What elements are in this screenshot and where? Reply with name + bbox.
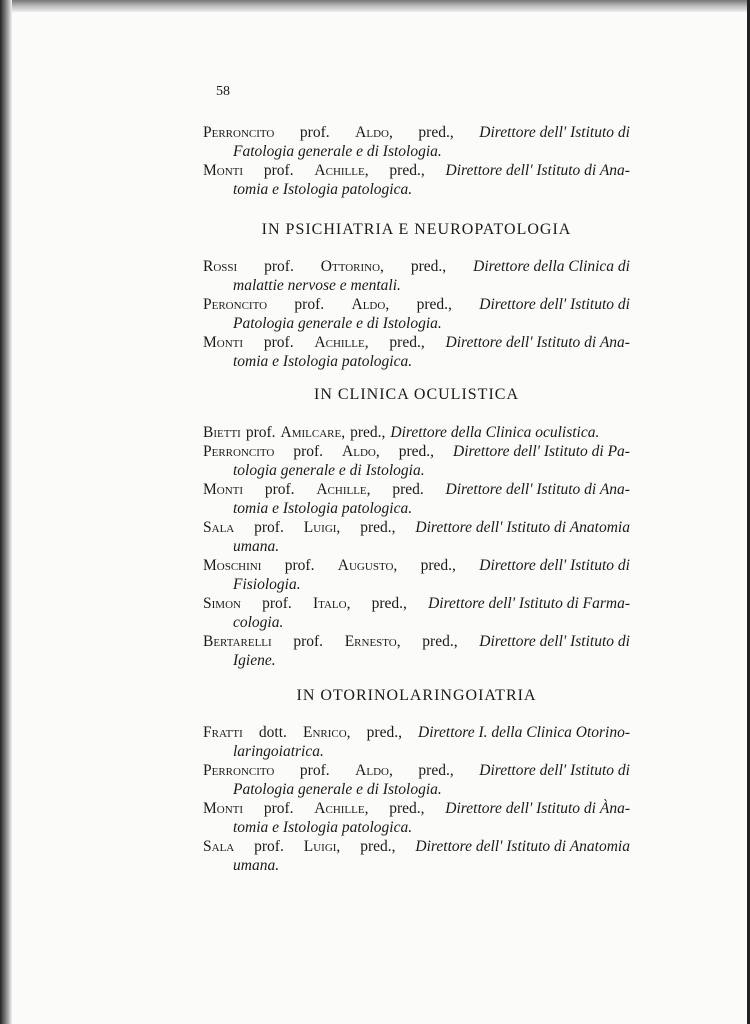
description-line: Direttore I. della Clinica Otorino- (418, 724, 630, 741)
list-item (203, 161, 630, 199)
description-continuation: umana. (233, 857, 280, 874)
surname: Monti (203, 800, 244, 817)
pred: pred., (418, 762, 454, 779)
description-line: Direttore della Clinica di (473, 258, 630, 275)
surname: Bietti (203, 424, 241, 441)
title: prof. (263, 162, 294, 179)
entry-list (203, 257, 630, 371)
surname: Simon (203, 595, 241, 612)
list-item (203, 333, 630, 371)
list-item (203, 556, 630, 594)
list-item (203, 632, 630, 670)
given-name: Achille, (316, 481, 371, 498)
list-item (203, 123, 630, 161)
section-heading: IN PSICHIATRIA E NEUROPATOLOGIA (261, 221, 572, 238)
pred: pred., (418, 124, 454, 141)
title: prof. (293, 443, 324, 460)
section-heading: IN OTORINOLARINGOIATRIA (296, 687, 537, 704)
description-continuation: Patologia generale e di Istologia. (233, 781, 442, 798)
description-line: Direttore dell' Istituto di Pa- (453, 443, 630, 460)
description-continuation: Patologia generale e di Istologia. (233, 315, 442, 332)
title: prof. (264, 258, 294, 275)
title: prof. (245, 424, 276, 441)
pred: pred., (350, 424, 386, 441)
pred: pred., (389, 162, 425, 179)
description-line: Direttore dell' Istituto di Farma- (428, 595, 630, 612)
scan-binding-edge (0, 0, 12, 1024)
list-item (203, 423, 630, 442)
list-item (203, 480, 630, 518)
surname: Fratti (203, 724, 243, 741)
title: prof. (254, 519, 284, 536)
given-name: Enrico, (302, 724, 351, 741)
title: prof. (299, 124, 330, 141)
pred: pred. (392, 481, 424, 498)
given-name: Luigi, (303, 519, 341, 536)
title: prof. (284, 557, 315, 574)
surname: Monti (203, 334, 244, 351)
surname: Rossi (203, 258, 238, 275)
pred: pred., (422, 633, 458, 650)
surname: Sala (203, 838, 235, 855)
list-item (203, 594, 630, 632)
description-line: Direttore dell' Istituto di (479, 557, 630, 574)
title: prof. (262, 595, 292, 612)
pred: pred., (366, 724, 402, 741)
title: dott. (258, 724, 287, 741)
given-name: Ottorino, (320, 258, 384, 275)
given-name: Amilcare, (280, 424, 346, 441)
list-item (203, 518, 630, 556)
scan-top-edge (0, 0, 750, 12)
pred: pred., (416, 296, 452, 313)
title: prof. (294, 296, 325, 313)
description-line: Direttore dell' Istituto di Anatomia (415, 838, 630, 855)
given-name: Achille, (314, 162, 369, 179)
pred: pred., (420, 557, 456, 574)
description-line: Direttore dell' Istituto di (479, 633, 630, 650)
description-line: Direttore della Clinica oculistica. (390, 424, 600, 441)
list-item (203, 442, 630, 480)
title: prof. (293, 633, 324, 650)
list-item (203, 799, 630, 837)
description-line: Direttore dell' Istituto di Ana- (445, 334, 630, 351)
description-line: Direttore dell' Istituto di Ana- (445, 481, 630, 498)
title: prof. (264, 481, 295, 498)
given-name: Aldo, (355, 762, 393, 779)
entry-list (203, 123, 630, 199)
pred: pred., (398, 443, 435, 460)
description-line: Direttore dell' Istituto di (479, 124, 630, 141)
entry-list (203, 423, 630, 670)
description-continuation: tomia e Istologia patologica. (233, 500, 413, 517)
surname: Monti (203, 162, 244, 179)
description-continuation: tomia e Istologia patologica. (233, 181, 413, 198)
pred: pred., (360, 838, 396, 855)
given-name: Aldo, (342, 443, 380, 460)
description-continuation: cologia. (233, 614, 284, 631)
section-heading: IN CLINICA OCULISTICA (314, 386, 519, 403)
given-name: Italo, (312, 595, 351, 612)
title: prof. (254, 838, 284, 855)
pred: pred., (389, 800, 425, 817)
list-item (203, 295, 630, 333)
surname: Perroncito (203, 443, 275, 460)
list-item (203, 723, 630, 761)
description-line: Direttore dell' Istituto di Anatomia (415, 519, 630, 536)
pred: pred., (389, 334, 425, 351)
list-item (203, 257, 630, 295)
given-name: Luigi, (303, 838, 341, 855)
description-continuation: tomia e Istologia patologica. (233, 819, 413, 836)
description-line: Direttore dell' Istituto di (479, 296, 630, 313)
pred: pred., (360, 519, 396, 536)
title: prof. (263, 800, 294, 817)
description-continuation: laringoiatrica. (233, 743, 324, 760)
description-continuation: malattie nervose e mentali. (233, 277, 401, 294)
surname: Monti (203, 481, 244, 498)
surname: Peroncito (203, 296, 268, 313)
description-line: Direttore dell' Istituto di Ana- (445, 162, 630, 179)
given-name: Achille, (314, 800, 369, 817)
given-name: Augusto, (337, 557, 398, 574)
surname: Perroncito (203, 762, 275, 779)
list-item (203, 761, 630, 799)
title: prof. (299, 762, 330, 779)
entry-list (203, 723, 630, 875)
description-line: Direttore dell' Istituto di Àna- (445, 800, 630, 817)
surname: Sala (203, 519, 235, 536)
surname: Perroncito (203, 124, 275, 141)
description-continuation: tomia e Istologia patologica. (233, 353, 413, 370)
given-name: Aldo, (355, 124, 393, 141)
description-line: Direttore dell' Istituto di (479, 762, 630, 779)
surname: Moschini (203, 557, 262, 574)
given-name: Aldo, (351, 296, 390, 313)
list-item (203, 837, 630, 875)
title: prof. (263, 334, 294, 351)
pred: pred., (410, 258, 447, 275)
page-number: 58 (216, 84, 230, 99)
description-continuation: Fatologia generale e di Istologia. (233, 143, 442, 160)
description-continuation: Fisiologia. (233, 576, 301, 593)
description-continuation: tologia generale e di Istologia. (233, 462, 425, 479)
surname: Bertarelli (203, 633, 272, 650)
given-name: Ernesto, (344, 633, 401, 650)
pred: pred., (371, 595, 407, 612)
description-continuation: umana. (233, 538, 280, 555)
given-name: Achille, (314, 334, 369, 351)
description-continuation: Igiene. (233, 652, 276, 669)
